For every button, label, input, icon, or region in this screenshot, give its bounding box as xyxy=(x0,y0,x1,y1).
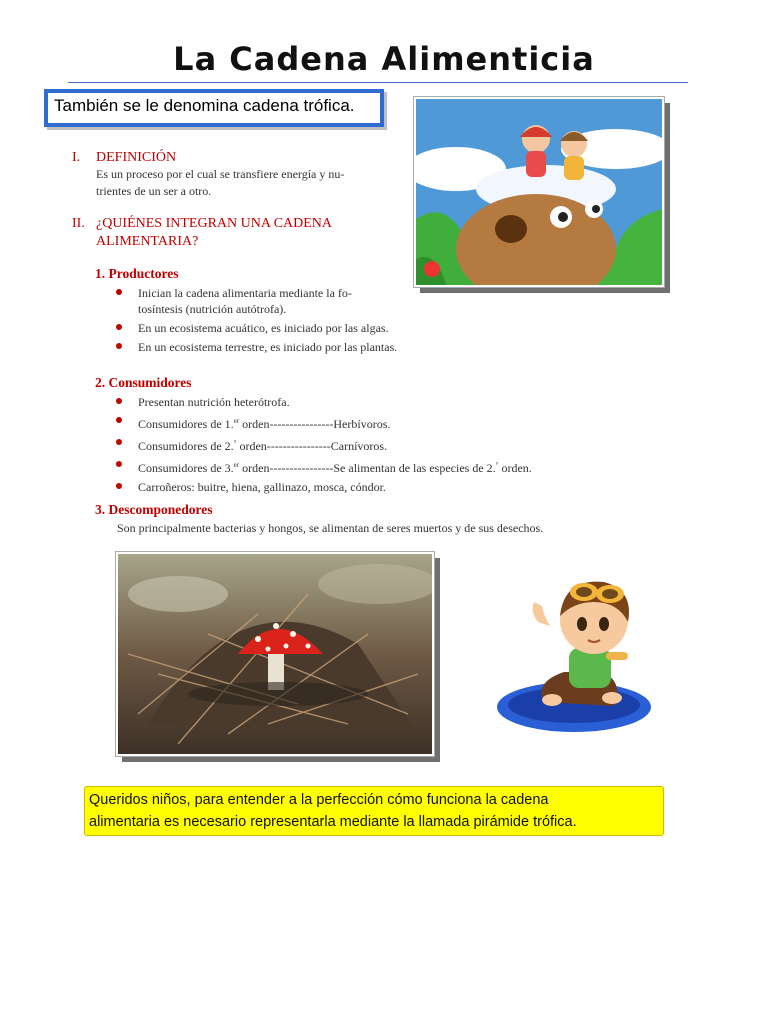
section-1-text xyxy=(96,166,344,200)
consumidores-heading: 2. Consumidores xyxy=(95,375,192,390)
productores-heading: 1. Productores xyxy=(95,266,179,281)
section-2-title-line-2: ALIMENTARIA? xyxy=(96,234,199,249)
bullet-icon xyxy=(116,439,122,445)
bullet-icon xyxy=(116,289,122,295)
definition-line-2: trientes de un ser a otro. xyxy=(96,184,212,198)
section-2-number: II. xyxy=(72,216,85,231)
list-item: Consumidores de 2.° orden----------------Carnívoros. xyxy=(114,434,532,456)
bullet-icon xyxy=(116,461,122,467)
consumidores-list xyxy=(114,393,532,497)
list-item: Carroñeros: buitre, hiena, gallinazo, mosca, cóndor. xyxy=(114,478,532,497)
section-1-title: DEFINICIÓN xyxy=(96,150,177,165)
list-item: Presentan nutrición heterótrofa. xyxy=(114,393,532,412)
list-item: En un ecosistema acuático, es iniciado por las algas. xyxy=(114,319,397,338)
descomponedores-heading: 3. Descomponedores xyxy=(95,502,213,517)
section-1-heading xyxy=(72,150,176,166)
mushroom-photo xyxy=(116,552,434,756)
section-2-title-line-1: ¿QUIÉNES INTEGRAN UNA CADENA xyxy=(96,216,333,231)
section-1-number: I. xyxy=(72,150,81,165)
title-underline xyxy=(68,82,688,83)
descomponedores-text: Son principalmente bacterias y hongos, se alimentan de seres muertos y de sus desechos. xyxy=(117,521,544,535)
list-item: Consumidores de 1.$^{er}$ orden----------------Herbívoros. xyxy=(114,412,532,434)
intro-box: También se le denomina cadena trófica. xyxy=(44,89,384,127)
mushroom-photo-svg xyxy=(118,554,432,754)
bullet-icon xyxy=(116,417,122,423)
productores-list xyxy=(114,284,397,357)
bullet-icon xyxy=(116,398,122,404)
boy-illustration-image xyxy=(494,572,664,738)
list-item: Consumidores de 3.$^{er}$ orden----------------Se alimentan de las especies de 2.° orden. xyxy=(114,456,532,478)
bullet-icon xyxy=(116,343,122,349)
kids-illustration-image xyxy=(414,97,664,287)
page-title: La Cadena Alimenticia xyxy=(173,40,595,78)
list-item: En un ecosistema terrestre, es iniciado por las plantas. xyxy=(114,338,397,357)
definition-line-1: Es un proceso por el cual se transfiere energía y nu- xyxy=(96,167,345,181)
kids-note xyxy=(84,786,664,836)
note-line-1: Queridos niños, para entender a la perfección cómo funciona la cadena xyxy=(89,792,549,808)
section-2-heading xyxy=(72,215,332,251)
note-line-2: alimentaria es necesario representarla mediante la llamada pirámide trófica. xyxy=(89,814,577,830)
bullet-icon xyxy=(116,483,122,489)
bullet-icon xyxy=(116,324,122,330)
boy-illustration-svg xyxy=(494,572,664,738)
list-item: Inician la cadena alimentaria mediante la fo- xyxy=(114,284,397,303)
kids-illustration-svg xyxy=(416,99,662,285)
list-item-continuation: tosíntesis (nutrición autótrofa). xyxy=(138,302,287,316)
